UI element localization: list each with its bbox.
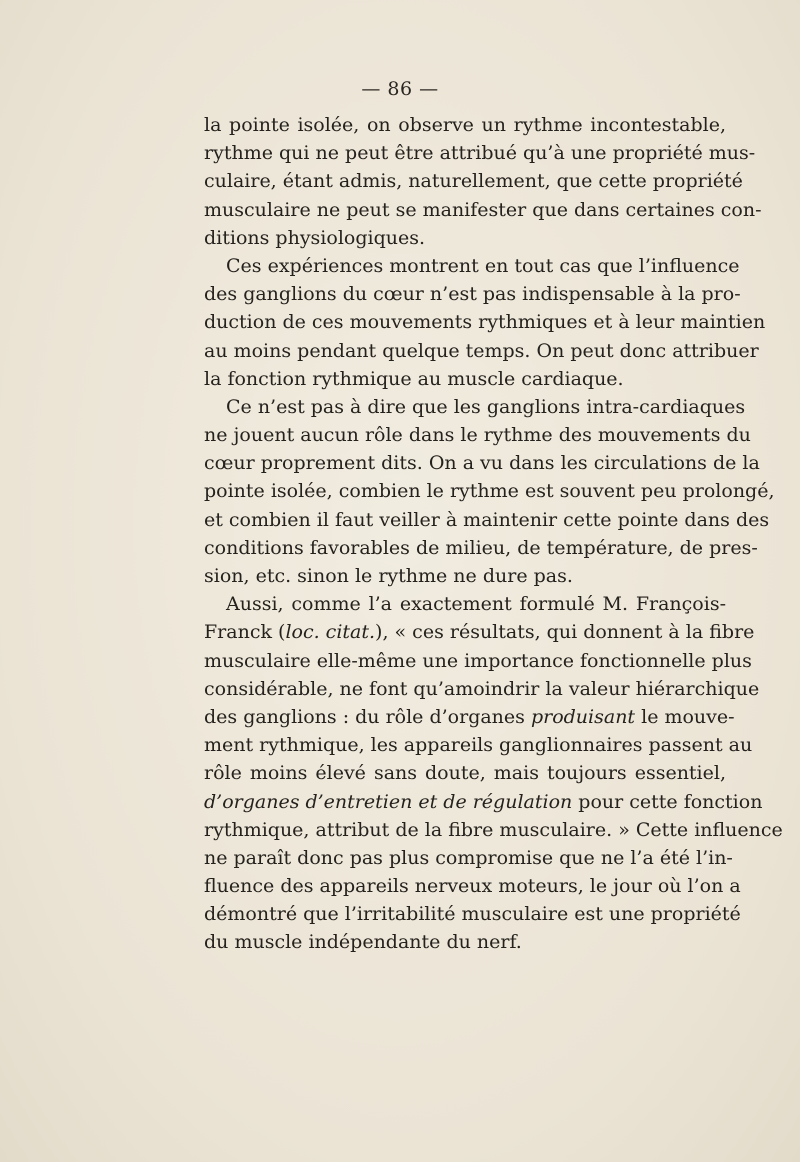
text-segment: ), « ces résultats, qui donnent à la fibre (375, 621, 755, 644)
text-line (204, 844, 733, 872)
text-segment: pour cette fonction (572, 790, 763, 813)
text-line (204, 562, 726, 590)
text-segment: la pointe isolée, on observe un rythme incontestable, (204, 114, 726, 136)
text-line (204, 196, 762, 224)
text-line (204, 365, 726, 393)
text-segment: des ganglions : du rôle d’organes (204, 705, 531, 728)
paragraph (204, 590, 783, 956)
text-line (204, 816, 783, 844)
text-segment: ment rythmique, les appareils ganglionnaires passent au (204, 734, 753, 757)
text-line (204, 337, 759, 365)
text-line (204, 647, 752, 675)
text-segment: culaire, étant admis, naturellement, que cette propriété (204, 170, 743, 193)
text-line (204, 928, 726, 956)
text-segment: rythmique, attribut de la fibre musculaire. » Cette influence (204, 818, 783, 841)
text-segment: des ganglions du cœur n’est pas indispensable à la pro- (204, 283, 741, 306)
text-segment: sion, etc. sinon le rythme ne dure pas. (204, 565, 573, 587)
text-line (204, 872, 741, 900)
text-line (204, 703, 735, 731)
text-segment: du muscle indépendante du nerf. (204, 931, 522, 954)
text-segment: la fonction rythmique au muscle cardiaque. (204, 367, 624, 390)
text-segment: fluence des appareils nerveux moteurs, le jour où l’on a (204, 875, 741, 898)
text-segment: le mouve- (635, 705, 735, 728)
italic-text: loc. citat. (285, 621, 376, 644)
text-line (204, 534, 758, 562)
text-segment: ne jouent aucun rôle dans le rythme des mouvements du (204, 424, 751, 447)
text-line (204, 731, 753, 759)
text-line (204, 759, 726, 787)
text-segment: pointe isolée, combien le rythme est souvent peu prolongé, (204, 480, 775, 503)
text-segment: musculaire elle-même une importance fonctionnelle plus (204, 649, 752, 672)
text-segment: considérable, ne font qu’amoindrir la valeur hiérarchique (204, 677, 760, 700)
italic-text: produisant (530, 705, 636, 728)
text-segment: au moins pendant quelque temps. On peut donc attribuer (204, 339, 759, 362)
text-segment: Aussi, comme l’a exactement formulé M. François- (226, 593, 726, 616)
text-line (204, 477, 775, 505)
body-text (204, 111, 783, 957)
text-line (204, 421, 751, 449)
text-line (204, 506, 770, 534)
paragraph (204, 252, 766, 393)
text-segment: cœur proprement dits. On a vu dans les circulations de la (204, 452, 760, 475)
paragraph (204, 111, 762, 252)
text-line (204, 590, 726, 618)
text-segment: conditions favorables de milieu, de température, de pres- (204, 536, 758, 559)
text-line (204, 449, 760, 477)
page-number: — 86 — (361, 78, 439, 100)
text-line (204, 224, 726, 252)
text-segment: ne paraît donc pas plus compromise que ne l’a été l’in- (204, 846, 733, 869)
text-segment: rôle moins élevé sans doute, mais toujours essentiel, (204, 762, 726, 785)
text-segment: ditions physiologiques. (204, 226, 426, 249)
text-line (204, 308, 766, 336)
text-line (204, 393, 746, 421)
text-segment: Ces expériences montrent en tout cas que l’influence (226, 254, 740, 277)
text-segment: duction de ces mouvements rythmiques et à leur maintien (204, 311, 766, 334)
text-segment: Franck ( (204, 621, 286, 644)
text-line (204, 252, 740, 280)
text-line (204, 618, 755, 646)
text-line (204, 900, 741, 928)
italic-text: d’organes d’entretien et de régulation (204, 790, 573, 813)
text-line (204, 788, 763, 816)
text-segment: et combien il faut veiller à maintenir cette pointe dans des (204, 508, 770, 531)
text-line (204, 139, 756, 167)
text-line (204, 111, 726, 139)
text-segment: rythme qui ne peut être attribué qu’à une propriété mus- (204, 142, 756, 165)
text-segment: démontré que l’irritabilité musculaire est une propriété (204, 903, 741, 926)
text-line (204, 280, 741, 308)
paragraph (204, 393, 775, 590)
text-segment: Ce n’est pas à dire que les ganglions intra-cardiaques (226, 395, 746, 418)
text-line (204, 675, 760, 703)
text-segment: musculaire ne peut se manifester que dans certaines con- (204, 198, 762, 221)
text-line (204, 167, 743, 195)
